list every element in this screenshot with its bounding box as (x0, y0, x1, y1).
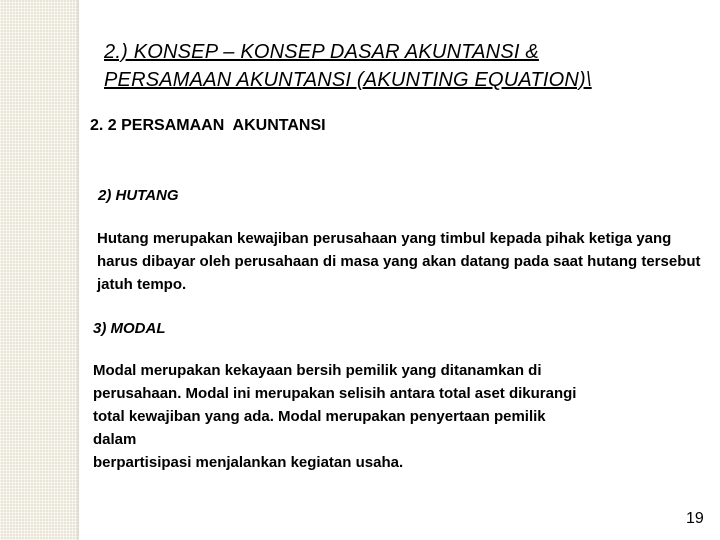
slide-title: 2.) KONSEP – KONSEP DASAR AKUNTANSI & PERSAMAAN AKUNTANSI (AKUNTING EQUATION)\ (104, 41, 592, 91)
section-heading-hutang: 2) HUTANG (98, 187, 179, 204)
paragraph-modal (93, 359, 703, 474)
decorative-side-texture (0, 0, 79, 540)
paragraph-line: perusahaan. Modal ini merupakan selisih antara total aset dikurangi (93, 385, 577, 402)
paragraph-line: Modal merupakan kekayaan bersih pemilik yang ditanamkan di (93, 362, 542, 379)
paragraph-line: dalam (93, 431, 137, 448)
paragraph-line: berpartisipasi menjalankan kegiatan usaha. (93, 454, 404, 471)
paragraph-hutang: Hutang merupakan kewajiban perusahaan yang timbul kepada pihak ketiga yang harus dibayar oleh perusahaan di masa yang akan datang pada saat hutang tersebut jatuh tempo. (97, 230, 701, 293)
slide-subtitle: 2. 2 PERSAMAAN AKUNTANSI (90, 117, 326, 134)
page-number: 19 (686, 510, 704, 527)
paragraph-line: total kewajiban yang ada. Modal merupakan penyertaan pemilik (93, 408, 546, 425)
section-heading-modal: 3) MODAL (93, 320, 166, 337)
